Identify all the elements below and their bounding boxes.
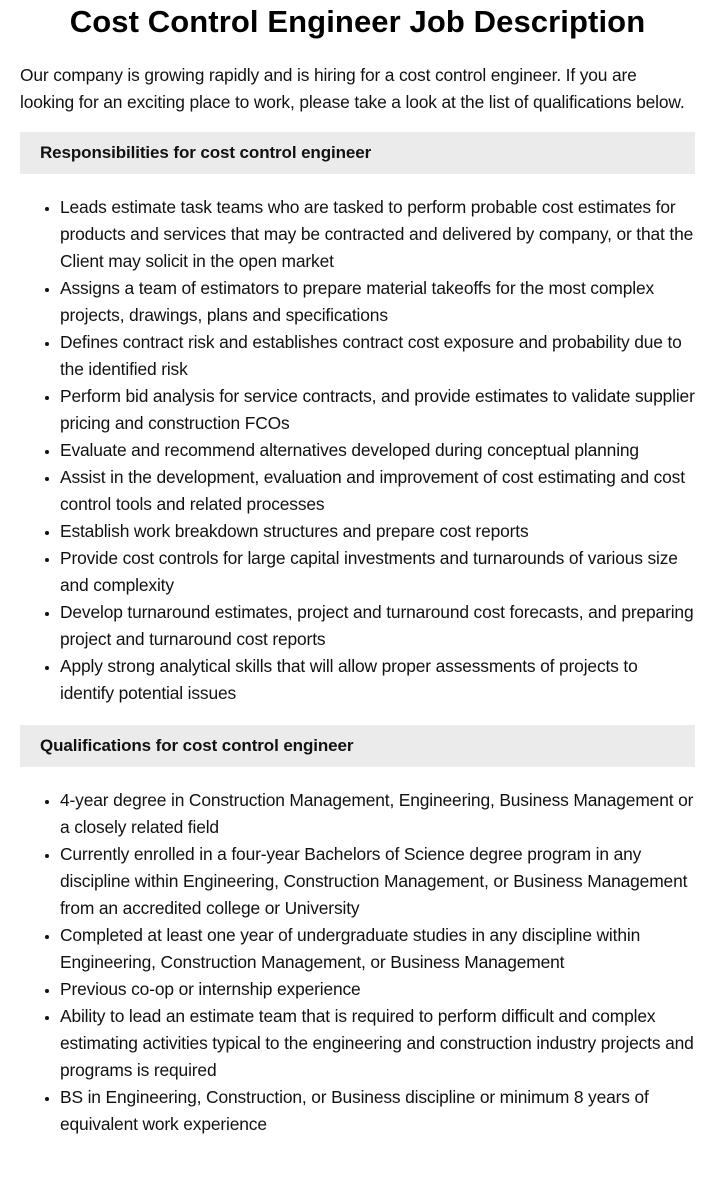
list-item: • Provide cost controls for large capital investments and turnarounds of various size and complexity — [60, 545, 695, 599]
list-item: • Apply strong analytical skills that will allow proper assessments of projects to identify potential issues — [60, 653, 695, 707]
list-item: • Assist in the development, evaluation and improvement of cost estimating and cost control tools and related processes — [60, 464, 695, 518]
list-item: • Defines contract risk and establishes contract cost exposure and probability due to the identified risk — [60, 329, 695, 383]
list-item: • Ability to lead an estimate team that is required to perform difficult and complex estimating activities typical to the engineering and construction industry projects and programs is required — [60, 1003, 695, 1084]
list-item: • Currently enrolled in a four-year Bachelors of Science degree program in any discipline within Engineering, Construction Management, or Business Management from an accredited college or University — [60, 841, 695, 922]
responsibilities-list — [20, 194, 695, 707]
list-item: • Evaluate and recommend alternatives developed during conceptual planning — [60, 437, 695, 464]
intro-paragraph: Our company is growing rapidly and is hiring for a cost control engineer. If you are looking for an exciting place to work, please take a look at the list of qualifications below. — [20, 65, 685, 112]
list-item: • Perform bid analysis for service contracts, and provide estimates to validate supplier pricing and construction FCOs — [60, 383, 695, 437]
list-item: • Assigns a team of estimators to prepare material takeoffs for the most complex projects, drawings, plans and specifications — [60, 275, 695, 329]
qualifications-list — [20, 787, 695, 1138]
list-item: • Establish work breakdown structures and prepare cost reports — [60, 518, 695, 545]
list-item: • Leads estimate task teams who are tasked to perform probable cost estimates for products and services that may be contracted and delivered by company, or that the Client may solicit in the open market — [60, 194, 695, 275]
responsibilities-heading: Responsibilities for cost control engineer — [20, 132, 695, 174]
list-item: • 4-year degree in Construction Management, Engineering, Business Management or a closely related field — [60, 787, 695, 841]
qualifications-heading: Qualifications for cost control engineer — [20, 725, 695, 767]
list-item: • Completed at least one year of undergraduate studies in any discipline within Engineering, Construction Management, or Business Management — [60, 922, 695, 976]
list-item: • BS in Engineering, Construction, or Business discipline or minimum 8 years of equivalent work experience — [60, 1084, 695, 1138]
list-item: • Develop turnaround estimates, project and turnaround cost forecasts, and preparing project and turnaround cost reports — [60, 599, 695, 653]
page-title: Cost Control Engineer Job Description — [69, 4, 646, 39]
list-item: • Previous co-op or internship experience — [60, 976, 695, 1003]
